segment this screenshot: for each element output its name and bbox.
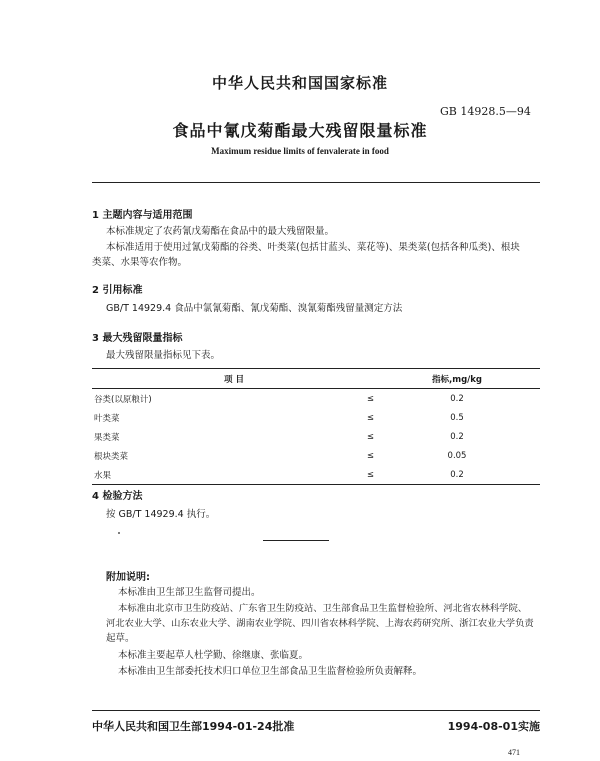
table-row [92, 446, 540, 465]
row-value: 0.5 [450, 412, 464, 423]
section-4-heading: 4 检验方法 [92, 491, 143, 502]
table-row [92, 465, 540, 485]
section-1-para-2a: 本标准适用于使用过氰戊菊酯的谷类、叶类菜(包括甘蓝头、菜花等)、果类菜(包括各种瓜类)、根块 [106, 242, 520, 253]
header-item: 项 目 [224, 374, 244, 385]
note-1: 本标准由卫生部卫生监督司提出。 [118, 587, 261, 598]
row-item: 水果 [94, 470, 112, 481]
section-2-para-1: GB/T 14929.4 食品中氯氰菊酯、氰戊菊酯、溴氰菊酯残留量测定方法 [106, 303, 403, 314]
row-item: 根块类菜 [94, 451, 129, 462]
note-3: 本标准主要起草人杜学勤、徐继康、张临夏。 [118, 650, 309, 661]
row-item: 谷类(以原粮计) [94, 394, 152, 405]
row-item: 叶类菜 [94, 413, 120, 424]
row-operator: ≤ [366, 393, 374, 404]
section-4-para-1: 按 GB/T 14929.4 执行。 [106, 509, 216, 520]
end-divider [263, 540, 329, 541]
standard-header: 中华人民共和国国家标准 [211, 74, 388, 92]
residue-limits-table [92, 368, 540, 485]
header-value: 指标,mg/kg [431, 374, 482, 385]
section-3-para-1: 最大残留限量指标见下表。 [106, 350, 221, 361]
top-divider [92, 182, 540, 183]
row-operator: ≤ [366, 412, 374, 423]
note-4: 本标准由卫生部委托技术归口单位卫生部食品卫生监督检验所负责解释。 [118, 666, 423, 677]
table-row [92, 408, 540, 427]
standard-number: GB 14928.5—94 [440, 105, 531, 118]
section-2-heading: 2 引用标准 [92, 285, 143, 296]
notes-heading: 附加说明: [106, 572, 150, 583]
scan-speck [118, 532, 120, 534]
note-2c: 起草。 [106, 633, 135, 644]
row-operator: ≤ [366, 431, 374, 442]
row-item: 果类菜 [94, 432, 120, 443]
note-2b: 河北农业大学、山东农业大学、湖南农业学院、四川省农林科学院、上海农药研究所、浙江农业大学负责 [106, 618, 534, 629]
bottom-divider [92, 710, 540, 711]
row-value: 0.2 [450, 469, 464, 480]
section-1-para-2b: 类菜、水果等农作物。 [92, 257, 188, 268]
section-1-para-1: 本标准规定了农药氰戊菊酯在食品中的最大残留限量。 [106, 226, 335, 237]
effective-date: 1994-08-01实施 [447, 720, 540, 733]
row-operator: ≤ [366, 469, 374, 480]
row-operator: ≤ [366, 450, 374, 461]
row-value: 0.2 [450, 393, 464, 404]
section-3-heading: 3 最大残留限量指标 [92, 333, 183, 344]
approval-date: 中华人民共和国卫生部1994-01-24批准 [92, 720, 295, 733]
english-subtitle: Maximum residue limits of fenvalerate in food [211, 146, 389, 156]
table-row [92, 427, 540, 446]
row-value: 0.05 [447, 450, 467, 461]
page-title: 食品中氰戊菊酯最大残留限量标准 [172, 121, 428, 140]
table-header-row [92, 369, 540, 389]
section-1-heading: 1 主题内容与适用范围 [92, 210, 193, 221]
page-number: 471 [508, 748, 520, 757]
table-row [92, 389, 540, 409]
row-value: 0.2 [450, 431, 464, 442]
note-2a: 本标准由北京市卫生防疫站、广东省卫生防疫站、卫生部食品卫生监督检验所、河北省农林科学院、 [118, 603, 528, 614]
